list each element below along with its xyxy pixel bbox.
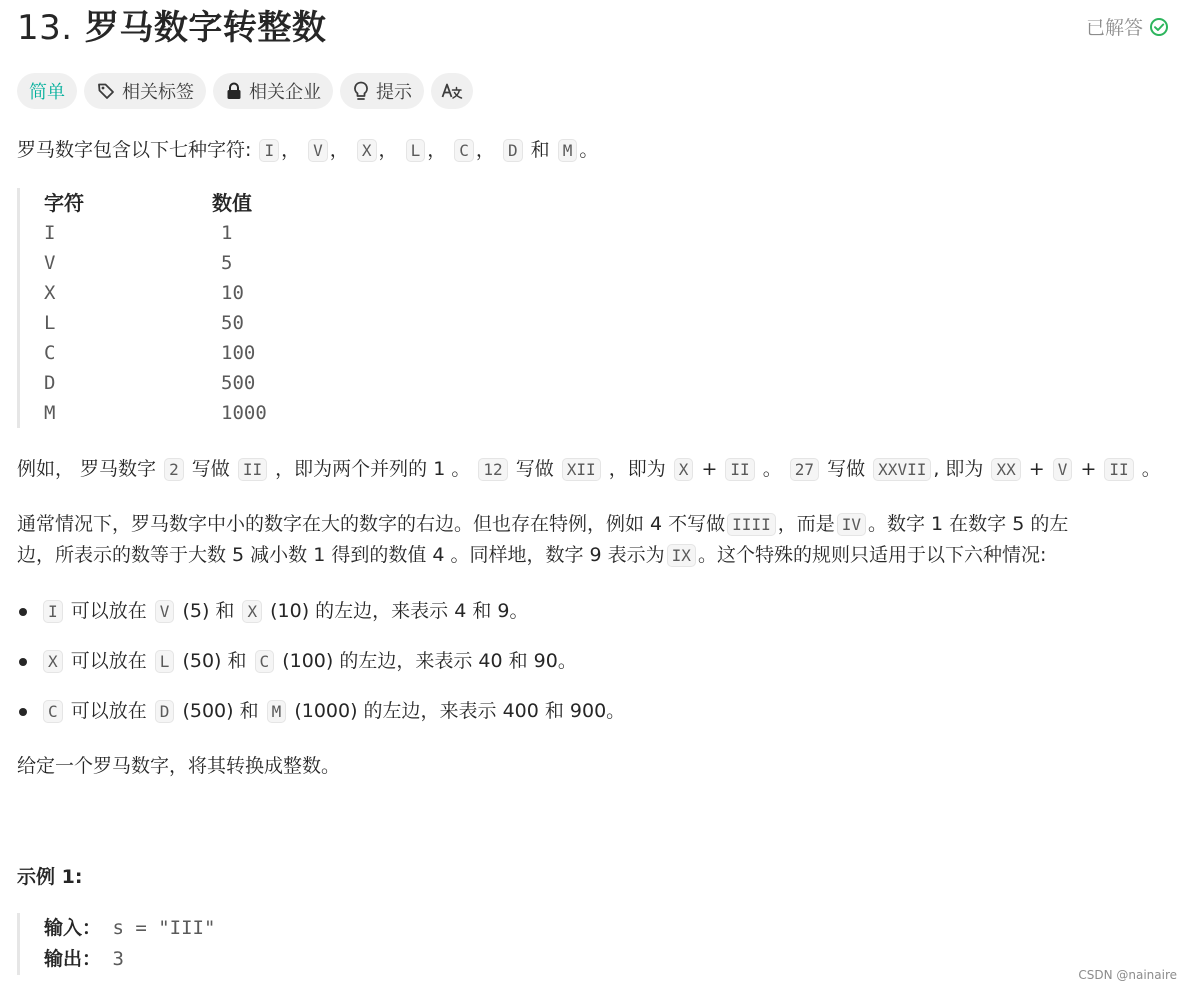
inline-code: IX: [667, 544, 696, 567]
inline-code: XX: [991, 458, 1020, 481]
rule-line-2: [17, 540, 1177, 571]
check-circle-icon: [1149, 17, 1169, 37]
text: (50) 和: [182, 650, 247, 672]
list-item: [17, 596, 625, 646]
table-cell: 1: [221, 222, 233, 244]
text: (1000) 的左边，来表示 400 和 900。: [294, 700, 626, 722]
inline-code: XII: [562, 458, 601, 481]
table-cell: L: [44, 312, 56, 334]
table-cell: D: [44, 372, 56, 394]
text: 写做: [827, 458, 866, 480]
symbol-value-table: [17, 188, 417, 428]
rule-list: [17, 596, 625, 746]
table-cell: C: [44, 342, 56, 364]
inline-code: V: [155, 600, 175, 623]
text: +: [1080, 458, 1097, 480]
output-value: 3: [112, 948, 124, 970]
inline-code: X: [674, 458, 694, 481]
bullet-dot: [19, 708, 27, 716]
difficulty-label: 简单: [29, 82, 65, 103]
inline-code: 2: [164, 458, 184, 481]
inline-code: L: [155, 650, 175, 673]
text: ，即为: [608, 458, 666, 480]
text: (500) 和: [182, 700, 259, 722]
inline-code: I: [259, 139, 279, 162]
table-cell: 500: [221, 372, 256, 394]
translate-button[interactable]: [431, 73, 473, 109]
translate-icon: [441, 81, 463, 101]
rule-paragraph: [17, 509, 1177, 571]
table-row: [44, 308, 417, 338]
example-output: [44, 944, 215, 975]
inline-code: D: [155, 700, 175, 723]
text: , 即为: [933, 458, 984, 480]
intro-paragraph: [17, 135, 598, 166]
inline-code: V: [308, 139, 328, 162]
text: (5) 和: [182, 600, 235, 622]
difficulty-badge[interactable]: [17, 73, 77, 109]
separator: ，: [378, 139, 398, 161]
list-item: [17, 696, 625, 746]
table-row: [44, 338, 417, 368]
separator: ，: [475, 139, 495, 161]
text: 。这个特殊的规则只适用于以下六种情况:: [697, 544, 1047, 566]
table-row: [44, 278, 417, 308]
text: 例如， 罗马数字: [17, 458, 157, 480]
text: (10) 的左边，来表示 4 和 9。: [270, 600, 529, 622]
table-cell: M: [44, 402, 56, 424]
related-companies-button[interactable]: [213, 73, 333, 109]
inline-code: IV: [837, 513, 866, 536]
related-tags-label: 相关标签: [122, 82, 194, 103]
problem-number: 13.: [17, 8, 73, 48]
text: ，即为两个并列的 1 。: [275, 458, 471, 480]
inline-code: C: [255, 650, 275, 673]
inline-code: IIII: [727, 513, 776, 536]
title-row: [17, 6, 1169, 50]
text: 可以放在: [70, 650, 147, 672]
text: 。: [762, 458, 782, 480]
tag-icon: [96, 81, 116, 101]
table-cell: V: [44, 252, 56, 274]
example-paragraph: [17, 454, 1161, 485]
table-cell: 100: [221, 342, 256, 364]
inline-code: I: [43, 600, 63, 623]
input-value: s = "III": [112, 917, 216, 939]
lightbulb-icon: [352, 80, 370, 102]
solved-status: [1086, 13, 1169, 40]
problem-title[interactable]: [17, 6, 1169, 50]
table-row: [44, 248, 417, 278]
related-companies-label: 相关企业: [249, 82, 321, 103]
period: 。: [579, 139, 599, 161]
input-label: 输入：: [44, 917, 102, 939]
separator: ，: [329, 139, 349, 161]
table-cell: 1000: [221, 402, 267, 424]
output-label: 输出：: [44, 948, 102, 970]
text: +: [701, 458, 718, 480]
inline-code: XXVII: [873, 458, 931, 481]
rule-line-1: [17, 509, 1177, 540]
inline-code: V: [1053, 458, 1073, 481]
separator: ，: [281, 139, 301, 161]
inline-code: 27: [790, 458, 819, 481]
text: 。: [1141, 458, 1161, 480]
lock-icon: [225, 81, 243, 101]
inline-code: X: [242, 600, 262, 623]
inline-code: II: [725, 458, 754, 481]
example-title: 示例 1:: [17, 866, 83, 888]
header-value: 数值: [212, 191, 252, 215]
inline-code: C: [454, 139, 474, 162]
example-block: [17, 913, 215, 975]
inline-code: 12: [478, 458, 507, 481]
text: 写做: [191, 458, 230, 480]
tag-bar: [17, 73, 473, 109]
text: 。数字 1 在数字 5 的左: [867, 513, 1069, 535]
related-tags-button[interactable]: [84, 73, 206, 109]
text: ，而是: [777, 513, 835, 535]
table-cell: 5: [221, 252, 233, 274]
inline-code: C: [43, 700, 63, 723]
separator: ，: [427, 139, 447, 161]
text: 可以放在: [70, 700, 147, 722]
example-input: [44, 913, 215, 944]
inline-code: D: [503, 139, 523, 162]
text: 边，所表示的数等于大数 5 减小数 1 得到的数值 4 。同样地，数字 9 表示为: [17, 544, 665, 566]
inline-code: II: [238, 458, 267, 481]
text: 可以放在: [70, 600, 147, 622]
list-item: [17, 646, 625, 696]
problem-name: 罗马数字转整数: [84, 8, 327, 48]
inline-code: M: [558, 139, 578, 162]
table-header: [44, 188, 417, 218]
table-cell: X: [44, 282, 56, 304]
table-cell: I: [44, 222, 56, 244]
inline-code: X: [43, 650, 63, 673]
table-cell: 10: [221, 282, 244, 304]
text: 通常情况下，罗马数字中小的数字在大的数字的右边。但也存在特例，例如 4 不写做: [17, 513, 726, 535]
inline-code: X: [357, 139, 377, 162]
text: +: [1028, 458, 1045, 480]
inline-code: II: [1104, 458, 1133, 481]
text: 写做: [515, 458, 554, 480]
watermark: CSDN @nainaire: [1078, 968, 1177, 982]
table-row: [44, 368, 417, 398]
intro-text: 罗马数字包含以下七种字符:: [17, 139, 252, 161]
table-row: [44, 218, 417, 248]
bullet-dot: [19, 608, 27, 616]
table-row: [44, 398, 417, 428]
header-symbol: 字符: [44, 191, 84, 215]
inline-code: M: [267, 700, 287, 723]
task-paragraph: 给定一个罗马数字，将其转换成整数。: [17, 755, 341, 777]
hint-label: 提示: [376, 82, 412, 103]
bullet-dot: [19, 658, 27, 666]
and-text: 和: [530, 139, 550, 161]
solved-label: 已解答: [1085, 17, 1143, 39]
table-cell: 50: [221, 312, 244, 334]
inline-code: L: [406, 139, 426, 162]
hint-button[interactable]: [340, 73, 424, 109]
text: (100) 的左边，来表示 40 和 90。: [282, 650, 577, 672]
